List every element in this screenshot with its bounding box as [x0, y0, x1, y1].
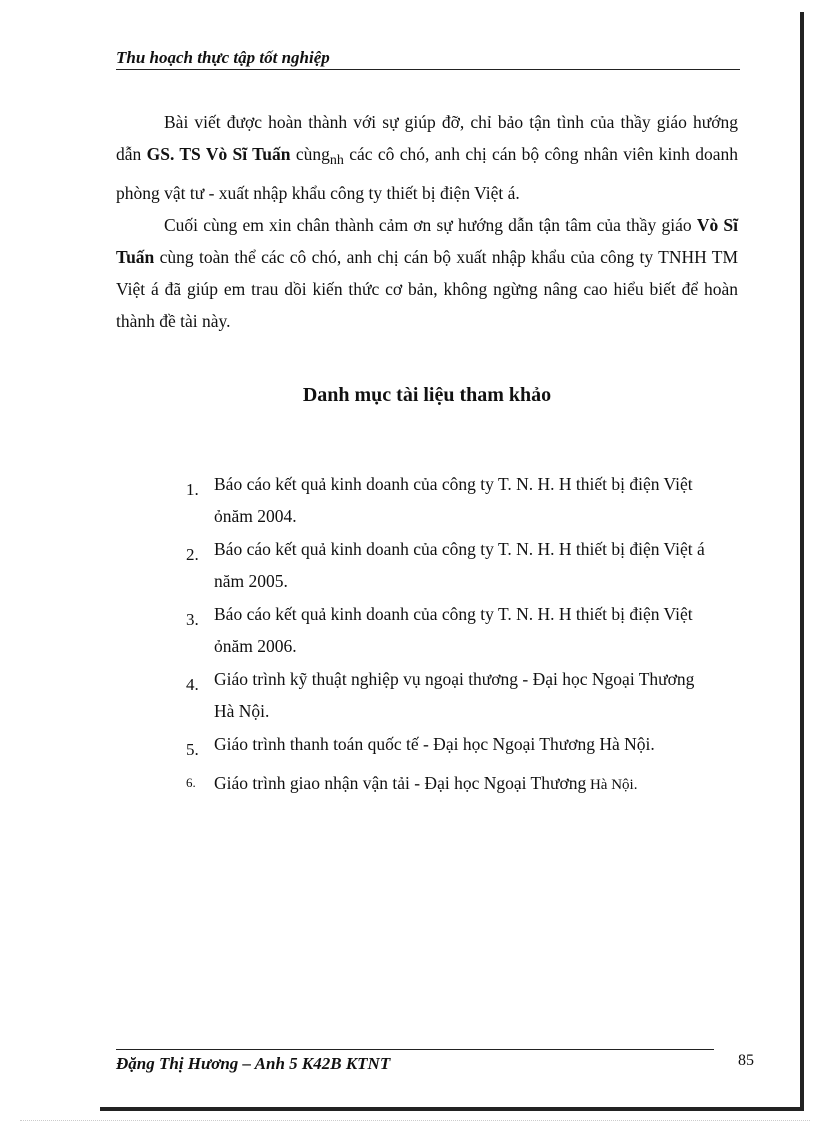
advisor-name: GS. TS Vò Sĩ Tuấn — [146, 144, 291, 164]
footer-author: Đặng Thị Hương – Anh 5 K42B KTNT — [116, 1054, 391, 1073]
page-bottom-dotted-line — [20, 1120, 810, 1121]
references-title: Danh mục tài liệu tham khảo — [302, 384, 552, 406]
reference-text-main: Giáo trình giao nhận vận tải - Đại học Ngoại Thương — [214, 773, 587, 793]
reference-text: Báo cáo kết quả kinh doanh của công ty T. N. H. H thiết bị điện Việt á năm 2005. — [214, 539, 705, 591]
paragraph-acknowledgement — [116, 106, 738, 209]
reference-item — [186, 598, 716, 662]
reference-text: Giáo trình kỹ thuật nghiệp vụ ngoại thương - Đại học Ngoại Thương Hà Nội. — [214, 669, 695, 721]
reference-text: Báo cáo kết quả kinh doanh của công ty T. N. H. H thiết bị điện Việt ỏnăm 2006. — [214, 604, 693, 656]
reference-number: 3. — [186, 610, 199, 629]
subscript-text: nh — [329, 153, 344, 168]
paragraph-text: Cuối cùng em xin chân thành cảm ơn sự hướng dẫn tận tâm của thầy giáo — [164, 215, 697, 235]
reference-item — [186, 663, 716, 727]
reference-number: 6. — [186, 775, 196, 790]
reference-number: 5. — [186, 740, 199, 759]
reference-item — [186, 468, 716, 532]
footer-divider — [116, 1049, 714, 1050]
paragraph-thanks — [116, 209, 738, 337]
reference-item — [186, 533, 716, 597]
reference-text-tail: Hà Nội. — [586, 777, 638, 793]
advisor-name: Vò Sĩ Tuấn — [116, 215, 738, 267]
reference-item — [186, 767, 716, 801]
reference-text: Báo cáo kết quả kinh doanh của công ty T. N. H. H thiết bị điện Việt ỏnăm 2004. — [214, 474, 693, 526]
paragraph-text: các cô chó, anh chị cán bộ công nhân viên kinh doanh phòng vật tư - xuất nhập khẩu công ty thiết bị điện Việt á. — [116, 144, 738, 203]
paragraph-text: cùng — [290, 144, 330, 164]
reference-number: 2. — [186, 545, 199, 564]
reference-text — [214, 767, 716, 801]
page-header: Thu hoạch thực tập tốt nghiệp — [116, 48, 740, 70]
reference-text: Giáo trình thanh toán quốc tế - Đại học Ngoại Thương Hà Nội. — [214, 734, 655, 754]
page-number: 85 — [738, 1052, 754, 1069]
reference-item — [186, 728, 716, 766]
paragraph-text: cùng toàn thể các cô chó, anh chị cán bộ xuất nhập khẩu của công ty TNHH TM Việt á đã giúp em trau dồi kiến thức cơ bản, không ngừng nâng cao hiểu biết để hoàn thành đề tài này. — [116, 247, 738, 331]
reference-number: 4. — [186, 675, 199, 694]
reference-number: 1. — [186, 480, 199, 499]
references-list — [186, 468, 716, 802]
paragraph-text: Bài viết được hoàn thành với sự giúp đỡ, chỉ bảo tận tình của thầy giáo hướng dẫn — [116, 112, 738, 164]
body-text — [116, 106, 738, 337]
